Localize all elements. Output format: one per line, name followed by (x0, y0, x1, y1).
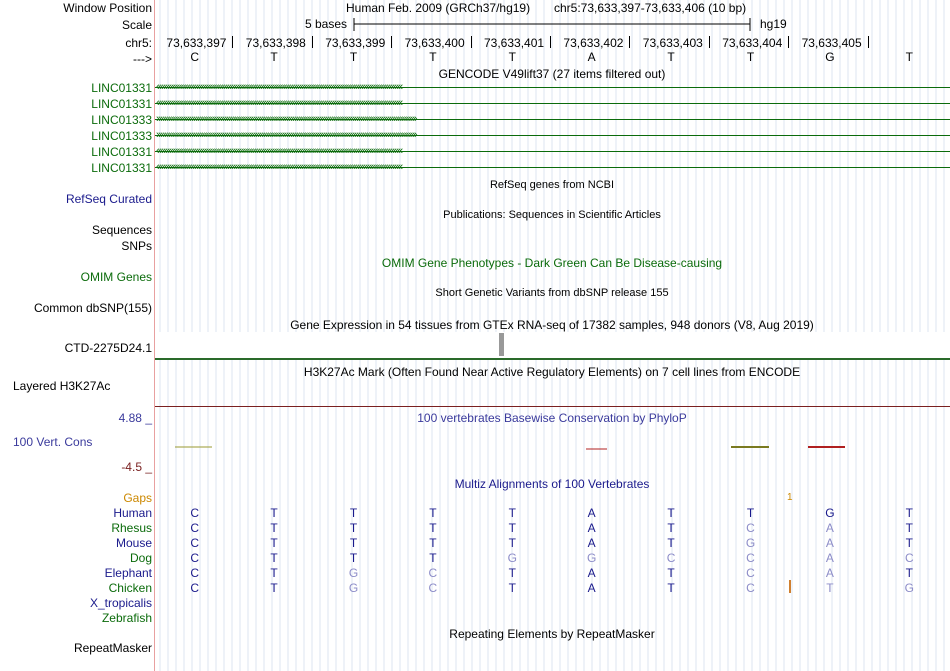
gtex-track-title: Gene Expression in 54 tissues from GTEx RNA-seq of 17382 samples, 948 donors (V8, Aug 2019) (290, 318, 814, 332)
alignment-base: C (190, 506, 200, 520)
publications-track-title: Publications: Sequences in Scientific Articles (443, 209, 661, 221)
h3k27ac-label[interactable]: Layered H3K27Ac (13, 379, 111, 393)
alignment-base: G (348, 581, 359, 595)
reference-base: T (746, 50, 755, 64)
alignment-base: C (190, 551, 200, 565)
gencode-gene-label[interactable]: LINC01331 (91, 145, 152, 159)
gencode-gene-label[interactable]: LINC01331 (91, 97, 152, 111)
coordinate-tick (868, 36, 869, 48)
reference-base: T (349, 50, 358, 64)
alignment-base: A (587, 581, 596, 595)
species-label-human[interactable]: Human (113, 506, 152, 520)
snps-label[interactable]: SNPs (121, 239, 152, 253)
alignment-base: T (667, 521, 675, 535)
coordinate-label: 73,633,398 (245, 36, 306, 50)
alignment-base: C (428, 581, 438, 595)
alignment-base: T (349, 536, 358, 550)
position-readout[interactable]: chr5:73,633,397-73,633,406 (10 bp) (554, 1, 747, 15)
coordinate-tick (391, 36, 392, 48)
alignment-base: G (587, 551, 597, 565)
coordinate-label: 73,633,397 (166, 36, 227, 50)
refseq-label[interactable]: RefSeq Curated (65, 192, 152, 206)
alignment-base: C (190, 536, 200, 550)
alignment-base: G (507, 551, 517, 565)
alignment-base: C (746, 566, 755, 580)
alignment-base: T (905, 521, 913, 535)
repeatmasker-track-title: Repeating Elements by RepeatMasker (449, 627, 655, 641)
omim-label[interactable]: OMIM Genes (80, 270, 152, 284)
reference-base: T (429, 50, 437, 64)
refseq-track-title: RefSeq genes from NCBI (489, 179, 615, 191)
phylop-max: 4.88 _ (118, 411, 152, 425)
h3k27ac-baseline (155, 406, 950, 407)
coordinate-tick (709, 36, 710, 48)
scale-label: Scale (121, 18, 152, 32)
phylop-label[interactable]: 100 Vert. Cons (13, 435, 93, 449)
coordinate-label: 73,633,403 (642, 36, 703, 50)
gencode-strand-arrows[interactable]: ‹‹‹‹‹‹‹‹‹‹‹‹‹‹‹‹‹‹‹‹‹‹‹‹‹‹‹‹‹‹‹‹‹‹‹‹‹‹‹‹‹‹‹‹‹‹‹‹‹‹‹‹‹‹‹‹‹‹‹‹‹‹‹‹‹‹‹‹‹‹‹‹‹‹‹‹‹‹‹‹‹‹‹‹‹‹‹‹‹‹‹‹‹‹‹‹‹‹‹‹‹‹‹‹‹‹‹‹‹‹‹‹‹‹‹‹‹‹‹ (156, 81, 402, 93)
scale-db: hg19 (760, 17, 787, 31)
alignment-base: T (667, 566, 675, 580)
reference-base: A (587, 50, 596, 64)
assembly-title: Human Feb. 2009 (GRCh37/hg19) (346, 1, 531, 15)
coordinate-tick (629, 36, 630, 48)
gencode-gene-label[interactable]: LINC01331 (91, 81, 152, 95)
gencode-strand-arrows[interactable]: ›››››››››››››››››››››››››››››››››››››››››››››››››››››››››››››››››››››››››››››››››››››››››››››››››››››››››››››››››››››››››››››› (156, 113, 416, 125)
alignment-base: A (587, 506, 596, 520)
coordinate-label: 73,633,401 (484, 36, 545, 50)
alignment-base: C (190, 581, 200, 595)
reference-base: G (825, 50, 835, 64)
reference-base: C (190, 50, 200, 64)
alignment-base: T (270, 566, 278, 580)
gtex-expression-bar[interactable] (499, 333, 504, 356)
gencode-strand-arrows[interactable]: ‹‹‹‹‹‹‹‹‹‹‹‹‹‹‹‹‹‹‹‹‹‹‹‹‹‹‹‹‹‹‹‹‹‹‹‹‹‹‹‹‹‹‹‹‹‹‹‹‹‹‹‹‹‹‹‹‹‹‹‹‹‹‹‹‹‹‹‹‹‹‹‹‹‹‹‹‹‹‹‹‹‹‹‹‹‹‹‹‹‹‹‹‹‹‹‹‹‹‹‹‹‹‹‹‹‹‹‹‹‹‹‹‹‹‹‹‹‹‹ (156, 161, 402, 173)
alignment-base: T (826, 581, 834, 595)
alignment-base: A (587, 536, 596, 550)
gencode-strand-arrows[interactable]: ‹‹‹‹‹‹‹‹‹‹‹‹‹‹‹‹‹‹‹‹‹‹‹‹‹‹‹‹‹‹‹‹‹‹‹‹‹‹‹‹‹‹‹‹‹‹‹‹‹‹‹‹‹‹‹‹‹‹‹‹‹‹‹‹‹‹‹‹‹‹‹‹‹‹‹‹‹‹‹‹‹‹‹‹‹‹‹‹‹‹‹‹‹‹‹‹‹‹‹‹‹‹‹‹‹‹‹‹‹‹‹‹‹‹‹‹‹‹‹ (156, 145, 402, 157)
coordinate-label: 73,633,402 (563, 36, 624, 50)
alignment-base: T (270, 506, 278, 520)
gencode-gene-label[interactable]: LINC01333 (91, 129, 152, 143)
alignment-base: G (904, 581, 914, 595)
alignment-base: T (508, 566, 516, 580)
alignment-base: T (667, 581, 675, 595)
phylop-min: -4.5 _ (121, 460, 152, 474)
species-label-dog[interactable]: Dog (129, 551, 152, 565)
dbsnp-track-title: Short Genetic Variants from dbSNP release 155 (435, 287, 669, 299)
gencode-gene-label[interactable]: LINC01333 (91, 113, 152, 127)
omim-track-title: OMIM Gene Phenotypes - Dark Green Can Be Disease-causing (381, 256, 723, 270)
alignment-base: T (746, 506, 755, 520)
alignment-base: T (508, 581, 516, 595)
multiz-track-title: Multiz Alignments of 100 Vertebrates (454, 477, 650, 491)
chicken-insertion-mark (789, 580, 791, 593)
species-label-chicken[interactable]: Chicken (108, 581, 152, 595)
gencode-track-title: GENCODE V49lift37 (27 items filtered out) (438, 67, 666, 81)
alignment-base: A (825, 551, 834, 565)
alignment-base: T (905, 566, 913, 580)
alignment-base: T (349, 551, 358, 565)
alignment-base: T (349, 521, 358, 535)
reference-base: T (508, 50, 516, 64)
alignment-base: G (825, 506, 835, 520)
dbsnp-label[interactable]: Common dbSNP(155) (33, 301, 152, 315)
coordinate-tick (788, 36, 789, 48)
alignment-base: T (508, 536, 516, 550)
phylop-signal[interactable] (155, 440, 950, 454)
window-position-label: Window Position (63, 1, 152, 15)
alignment-base: T (508, 521, 516, 535)
coordinate-label: 73,633,405 (801, 36, 862, 50)
alignment-base: C (428, 566, 438, 580)
reference-base: T (270, 50, 278, 64)
scale-bar (353, 17, 753, 33)
sequences-label[interactable]: Sequences (91, 223, 152, 237)
alignment-base: T (508, 506, 516, 520)
chrom-label: chr5: (125, 36, 152, 50)
alignment-base: C (190, 566, 200, 580)
repeatmasker-label[interactable]: RepeatMasker (73, 641, 152, 655)
alignment-base: T (429, 506, 437, 520)
gtex-label[interactable]: CTD-2275D24.1 (64, 341, 152, 355)
gencode-gene-label[interactable]: LINC01331 (91, 161, 152, 175)
coordinate-label: 73,633,404 (722, 36, 783, 50)
alignment-base: T (667, 536, 675, 550)
alignment-base: T (270, 581, 278, 595)
alignment-base: T (905, 506, 913, 520)
alignment-base: C (746, 551, 755, 565)
alignment-base: A (587, 566, 596, 580)
species-label-elephant[interactable]: Elephant (104, 566, 152, 580)
alignment-base: T (429, 521, 437, 535)
gtex-feature-area[interactable] (155, 332, 950, 358)
coordinate-tick (232, 36, 233, 48)
alignment-base: T (270, 521, 278, 535)
alignment-base: C (746, 581, 755, 595)
alignment-base: T (429, 551, 437, 565)
species-label-mouse[interactable]: Mouse (115, 536, 152, 550)
gencode-strand-arrows[interactable]: ‹‹‹‹‹‹‹‹‹‹‹‹‹‹‹‹‹‹‹‹‹‹‹‹‹‹‹‹‹‹‹‹‹‹‹‹‹‹‹‹‹‹‹‹‹‹‹‹‹‹‹‹‹‹‹‹‹‹‹‹‹‹‹‹‹‹‹‹‹‹‹‹‹‹‹‹‹‹‹‹‹‹‹‹‹‹‹‹‹‹‹‹‹‹‹‹‹‹‹‹‹‹‹‹‹‹‹‹‹‹‹‹‹‹‹‹‹‹‹ (156, 97, 402, 109)
species-label-zebrafish[interactable]: Zebrafish (101, 611, 152, 625)
alignment-base: C (746, 521, 755, 535)
phylop-track-title: 100 vertebrates Basewise Conservation by PhyloP (417, 411, 687, 425)
gtex-gene-line (155, 358, 950, 360)
alignment-base: G (348, 566, 359, 580)
strand-label: ---> (133, 52, 152, 66)
alignment-base: A (825, 521, 834, 535)
alignment-base: C (904, 551, 914, 565)
alignment-base: T (429, 536, 437, 550)
species-label-rhesus[interactable]: Rhesus (111, 521, 152, 535)
species-label-x_tropicalis[interactable]: X_tropicalis (89, 596, 152, 610)
h3k27ac-track-title: H3K27Ac Mark (Often Found Near Active Regulatory Elements) on 7 cell lines from ENCODE (303, 365, 801, 379)
alignment-base: A (825, 536, 834, 550)
alignment-base: T (667, 506, 675, 520)
gaps-label[interactable]: Gaps (123, 491, 152, 505)
coordinate-tick (550, 36, 551, 48)
alignment-base: G (745, 536, 756, 550)
coordinate-tick (471, 36, 472, 48)
alignment-base: A (587, 521, 596, 535)
reference-base: T (667, 50, 675, 64)
coordinate-label: 73,633,400 (404, 36, 465, 50)
scale-text: 5 bases (305, 17, 348, 31)
gencode-strand-arrows[interactable]: ›››››››››››››››››››››››››››››››››››››››››››››››››››››››››››››››››››››››››››››››››››››››››››››››››››››››››››››››››››››››››››››› (156, 129, 416, 141)
alignment-base: T (349, 506, 358, 520)
gap-marker[interactable]: 1 (787, 492, 793, 503)
reference-base: T (905, 50, 913, 64)
alignment-base: T (270, 551, 278, 565)
alignment-base: T (905, 536, 913, 550)
alignment-base: T (270, 536, 278, 550)
coordinate-tick (312, 36, 313, 48)
alignment-base: C (666, 551, 676, 565)
coordinate-label: 73,633,399 (325, 36, 386, 50)
alignment-base: A (825, 566, 834, 580)
alignment-base: C (190, 521, 200, 535)
